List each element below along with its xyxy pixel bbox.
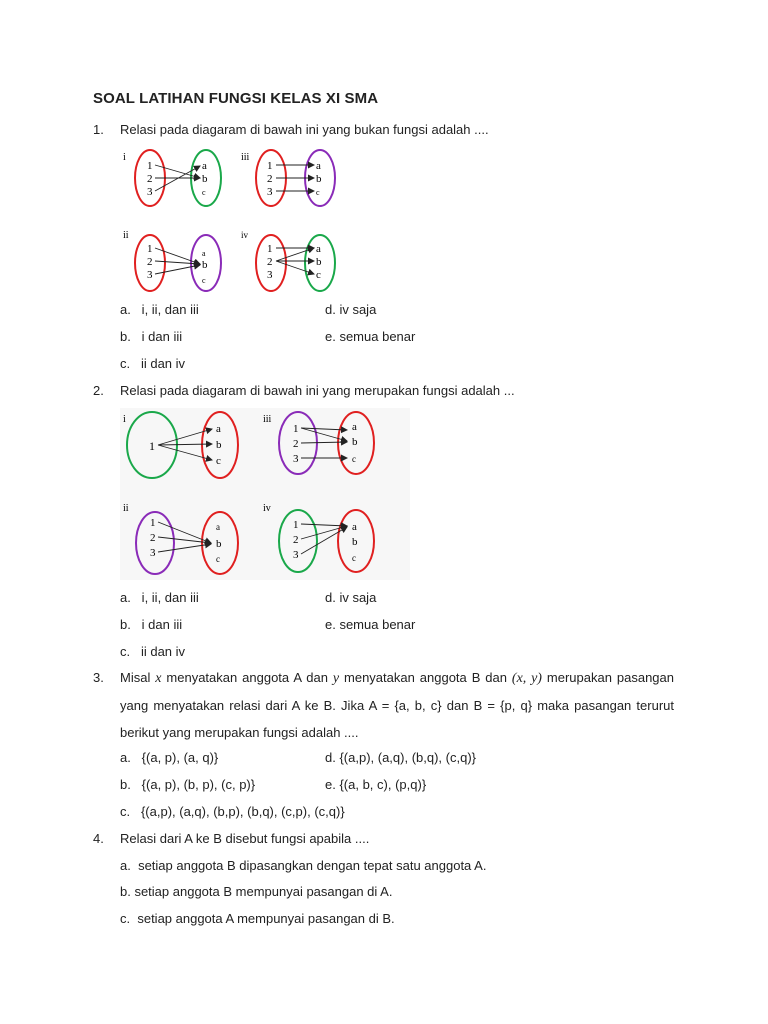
- q3-var-x: x: [155, 671, 162, 686]
- q2-i-c3: c: [216, 455, 221, 467]
- q1-iv-d2: 2: [267, 256, 273, 268]
- q2-iv-c2: b: [352, 536, 358, 548]
- q3-var-xy: (x, y): [511, 671, 542, 686]
- q1-iv-d1: 1: [267, 243, 273, 255]
- q2-label-iii: iii: [263, 414, 272, 425]
- q1-ii-c2: b: [202, 259, 208, 271]
- q1-iv-d3: 3: [267, 269, 273, 281]
- q4-option-c: c. setiap anggota A mempunyai pasangan di B.: [120, 911, 395, 926]
- q3-number: 3.: [93, 670, 104, 685]
- q1-diagram: [120, 146, 350, 298]
- q3-option-d: d. {(a,p), (a,q), (b,q), (c,q)}: [325, 750, 476, 765]
- q3-option-b: b. {(a, p), (b, p), (c, p)}: [120, 777, 256, 792]
- q1-label-iii: iii: [241, 152, 250, 163]
- q2-label-iv: iv: [263, 503, 271, 514]
- q1-iii-c2: b: [316, 173, 322, 185]
- q2-iii-c1: a: [352, 421, 357, 433]
- q4-number: 4.: [93, 831, 104, 846]
- q3-text: [120, 664, 674, 746]
- q2-ii-d3: 3: [150, 547, 156, 559]
- q2-ii-c2: b: [216, 538, 222, 550]
- q1-iii-d2: 2: [267, 173, 273, 185]
- q2-ii-d1: 1: [150, 517, 156, 529]
- q1-option-a: a. i, ii, dan iii: [120, 302, 199, 317]
- q2-option-b: b. i dan iii: [120, 617, 183, 632]
- q2-iii-c3: c: [352, 454, 356, 464]
- q3-text-part-2: menyatakan anggota A dan: [161, 670, 333, 685]
- q1-iv-c1: a: [316, 243, 321, 255]
- q3-text-part-4: merupakan pasangan yang menyatakan relasi dari A ke B. Jika A = {a, b, c} dan B = {p, q} maka pasangan terurut berikut yang merupakan fungsi adalah ....: [120, 670, 674, 740]
- q1-text: Relasi pada diagaram di bawah ini yang bukan fungsi adalah ....: [120, 122, 489, 137]
- q2-i-d1: 1: [149, 439, 155, 453]
- q2-iv-d2: 2: [293, 534, 299, 546]
- q2-number: 2.: [93, 383, 104, 398]
- q2-ii-d2: 2: [150, 532, 156, 544]
- q1-option-c: c. ii dan iv: [120, 356, 186, 371]
- q2-iv-d1: 1: [293, 519, 299, 531]
- q2-ii-c1: a: [216, 522, 220, 532]
- q2-diagram: [120, 408, 410, 580]
- q2-iv-c1: a: [352, 521, 357, 533]
- q1-number: 1.: [93, 122, 104, 137]
- q1-label-i: i: [123, 152, 126, 163]
- q3-option-e: e. {(a, b, c), (p,q)}: [325, 777, 427, 792]
- q2-iii-d1: 1: [293, 423, 299, 435]
- q2-ii-c3: c: [216, 554, 220, 564]
- q1-option-d: d. iv saja: [325, 302, 377, 317]
- q2-i-c2: b: [216, 439, 222, 451]
- q2-iv-c3: c: [352, 553, 356, 563]
- q2-option-d: d. iv saja: [325, 590, 377, 605]
- q3-option-a: a. {(a, p), (a, q)}: [120, 750, 219, 765]
- q1-iii-c3: c: [316, 188, 320, 197]
- q1-option-b: b. i dan iii: [120, 329, 183, 344]
- q4-option-a: a. setiap anggota B dipasangkan dengan tepat satu anggota A.: [120, 858, 487, 873]
- q1-i-d1: 1: [147, 160, 153, 172]
- q1-ii-c3: c: [202, 276, 206, 285]
- q1-ii-d1: 1: [147, 243, 153, 255]
- q1-iv-c3: c: [316, 269, 321, 281]
- q1-iv-c2: b: [316, 256, 322, 268]
- q2-iii-d2: 2: [293, 438, 299, 450]
- q2-iii-c2: b: [352, 436, 358, 448]
- q1-option-e: e. semua benar: [325, 329, 416, 344]
- q3-text-part-3: menyatakan anggota B dan: [339, 670, 512, 685]
- q3-option-c: c. {(a,p), (a,q), (b,p), (b,q), (c,p), (c,q)}: [120, 804, 345, 819]
- q1-ii-d3: 3: [147, 269, 153, 281]
- q1-i-c1: a: [202, 160, 207, 172]
- q1-i-c3: c: [202, 188, 206, 197]
- q2-option-a: a. i, ii, dan iii: [120, 590, 199, 605]
- q1-iii-d1: 1: [267, 160, 273, 172]
- q2-option-e: e. semua benar: [325, 617, 416, 632]
- q1-i-d3: 3: [147, 186, 153, 198]
- q1-ii-c1: a: [202, 249, 206, 258]
- q2-text: Relasi pada diagaram di bawah ini yang merupakan fungsi adalah ...: [120, 383, 515, 398]
- q2-label-i: i: [123, 414, 126, 425]
- q1-i-d2: 2: [147, 173, 153, 185]
- q1-ii-d2: 2: [147, 256, 153, 268]
- q1-iii-d3: 3: [267, 186, 273, 198]
- q1-i-c2: b: [202, 173, 208, 185]
- q1-label-iv: iv: [241, 230, 249, 240]
- q2-iii-d3: 3: [293, 453, 299, 465]
- q2-option-c: c. ii dan iv: [120, 644, 186, 659]
- q2-label-ii: ii: [123, 503, 129, 514]
- q2-iv-d3: 3: [293, 549, 299, 561]
- q3-var-y: y: [332, 671, 340, 686]
- q3-text-part-1: Misal: [120, 670, 156, 685]
- q1-label-ii: ii: [123, 230, 129, 241]
- q1-iii-c1: a: [316, 160, 321, 172]
- q4-option-b: b. setiap anggota B mempunyai pasangan di A.: [120, 884, 393, 899]
- q4-text: Relasi dari A ke B disebut fungsi apabila ....: [120, 831, 370, 846]
- page-title: SOAL LATIHAN FUNGSI KELAS XI SMA: [93, 90, 379, 107]
- q2-i-c1: a: [216, 423, 221, 435]
